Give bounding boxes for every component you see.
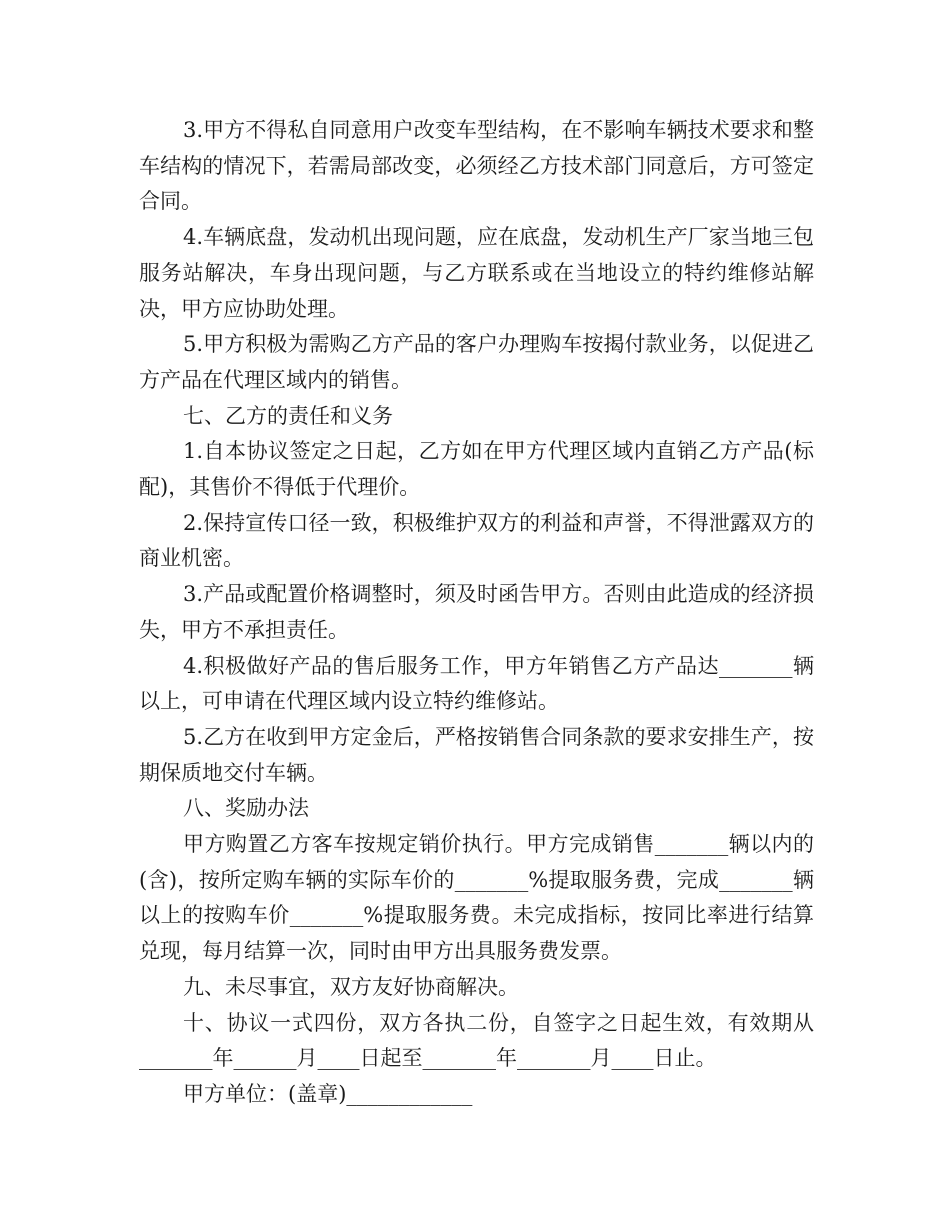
section-heading-7: 七、乙方的责任和义务: [183, 403, 393, 428]
party-a-signature-line: 甲方单位：(盖章)____________: [183, 1081, 473, 1106]
clause-a3: 3.甲方不得私自同意用户改变车型结构，在不影响车辆技术要求和整车结构的情况下，若需局部改变，必须经乙方技术部门同意后，方可签定合同。: [139, 118, 814, 214]
clause-b4: 4.积极做好产品的售后服务工作，甲方年销售乙方产品达_______辆以上，可申请在代理区域内设立特约维修站。: [139, 653, 814, 714]
clause-b5: 5.乙方在收到甲方定金后，严格按销售合同条款的要求安排生产，按期保质地交付车辆。: [139, 724, 814, 785]
section-heading-10: 十、协议一式四份，双方各执二份，自签字之日起生效，有效期从_______年______月____日起至_______年_______月____日止。: [139, 1010, 814, 1071]
clause-b1: 1.自本协议签定之日起，乙方如在甲方代理区域内直销乙方产品(标配)，其售价不得低于代理价。: [139, 439, 814, 500]
clause-a4: 4.车辆底盘，发动机出现问题，应在底盘，发动机生产厂家当地三包服务站解决，车身出现问题，与乙方联系或在当地设立的特约维修站解决，甲方应协助处理。: [139, 225, 814, 321]
reward-clause: 甲方购置乙方客车按规定销价执行。甲方完成销售_______辆以内的(含)，按所定购车辆的实际车价的_______%提取服务费，完成_______辆以上的按购车价_______%提取服务费。未完成指标，按同比率进行结算兑现，每月结算一次，同时由甲方出具服务费发票。: [139, 832, 814, 964]
section-heading-9: 九、未尽事宜，双方友好协商解决。: [183, 974, 519, 999]
clause-a5: 5.甲方积极为需购乙方产品的客户办理购车按揭付款业务，以促进乙方产品在代理区域内的销售。: [139, 332, 814, 392]
clause-b2: 2.保持宣传口径一致，积极维护双方的利益和声誉，不得泄露双方的商业机密。: [139, 510, 814, 571]
clause-b3: 3.产品或配置价格调整时，须及时函告甲方。否则由此造成的经济损失，甲方不承担责任。: [139, 582, 814, 642]
document-page: [139, 113, 814, 1113]
section-heading-8: 八、奖励办法: [183, 796, 309, 821]
